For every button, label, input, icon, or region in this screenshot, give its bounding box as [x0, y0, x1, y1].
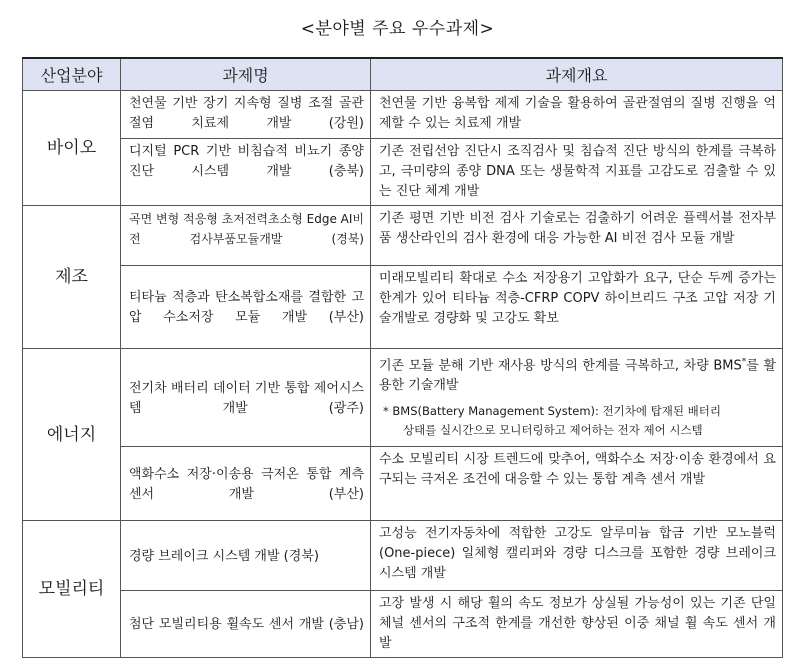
task-name-cell: 곡면 변형 적응형 초저전력초소형 Edge AI비전 검사부품모듈개발 (경북)	[121, 206, 371, 266]
table-row	[23, 349, 783, 447]
table-row	[23, 591, 783, 658]
task-name-cell: 경량 브레이크 시스템 개발 (경북)	[121, 521, 371, 591]
task-name-cell: 디지털 PCR 기반 비침습적 비뇨기 종양 진단 시스템 개발 (충북)	[121, 139, 371, 206]
footnote-marker: *	[741, 357, 747, 367]
task-overview-cell: 천연물 기반 융복합 제제 기술을 활용하여 골관절염의 질병 진행을 억제할 수 있는 치료제 개발	[371, 91, 783, 139]
task-name-cell: 천연물 기반 장기 지속형 질병 조절 골관절염 치료제 개발 (강원)	[121, 91, 371, 139]
task-overview-cell: 고성능 전기자동차에 적합한 고강도 알루미늄 합금 기반 모노블럭(One-piece) 일체형 캘리퍼와 경량 디스크를 포함한 경량 브레이크 시스템 개발	[371, 521, 783, 591]
task-overview-cell: 고장 발생 시 해당 휠의 속도 정보가 상실될 가능성이 있는 기존 단일체널 센서의 구조적 한계를 개선한 향상된 이중 채널 휠 속도 센서 개발	[371, 591, 783, 658]
table-row	[23, 266, 783, 349]
task-overview-cell: 기존 전립선암 진단시 조직검사 및 침습적 진단 방식의 한계를 극복하고, 극미량의 종양 DNA 또는 생물학적 지표를 고감도로 검출할 수 있는 진단 체계 개발	[371, 139, 783, 206]
sector-cell-manufacturing: 제조	[23, 206, 121, 349]
table-row	[23, 91, 783, 139]
task-name-cell: 티타늄 적층과 탄소복합소재를 결합한 고압 수소저장 모듈 개발 (부산)	[121, 266, 371, 349]
task-overview-cell: 기존 평면 기반 비전 검사 기술로는 검출하기 어려운 플렉서블 전자부품 생산라인의 검사 환경에 대응 가능한 AI 비전 검사 모듈 개발	[371, 206, 783, 266]
page-title: <분야별 주요 우수과제>	[300, 19, 495, 39]
table-row	[23, 521, 783, 591]
overview-text: 기존 모듈 분해 기반 재사용 방식의 한계를 극복하고, 차량 BMS	[379, 358, 742, 374]
header-sector: 산업분야	[23, 58, 121, 91]
task-table	[22, 57, 783, 658]
overview-text-tail: 를 활용한 기술개발	[379, 358, 776, 394]
task-name-cell: 전기차 배터리 데이터 기반 통합 제어시스템 개발 (광주)	[121, 349, 371, 447]
table-row	[23, 139, 783, 206]
footnote-line: * BMS(Battery Management System): 전기차에 탑재된 배터리	[383, 404, 721, 419]
task-name-cell: 액화수소 저장·이송용 극저온 통합 계측 센서 개발 (부산)	[121, 447, 371, 521]
footnote-line: 상태를 실시간으로 모니터링하고 제어하는 전자 제어 시스템	[403, 423, 703, 438]
task-overview-cell: 미래모빌리티 확대로 수소 저장용기 고압화가 요구, 단순 두께 증가는 한계가 있어 티타늄 적층-CFRP COPV 하이브리드 구조 고압 저장 기술개발로 경량화 및 고강도 확보	[371, 266, 783, 349]
header-task-name: 과제명	[121, 58, 371, 91]
task-name-cell: 첨단 모빌리티용 휠속도 센서 개발 (충남)	[121, 591, 371, 658]
table-row	[23, 447, 783, 521]
header-overview: 과제개요	[371, 58, 783, 91]
sector-cell-energy: 에너지	[23, 349, 121, 521]
task-overview-cell	[371, 349, 783, 447]
table-row	[23, 206, 783, 266]
table-header-row	[23, 58, 783, 91]
task-overview-cell: 수소 모빌리티 시장 트렌드에 맞추어, 액화수소 저장·이송 환경에서 요구되는 극저온 조건에 대응할 수 있는 통합 계측 센서 개발	[371, 447, 783, 521]
sector-cell-bio: 바이오	[23, 91, 121, 206]
sector-cell-mobility: 모빌리티	[23, 521, 121, 658]
